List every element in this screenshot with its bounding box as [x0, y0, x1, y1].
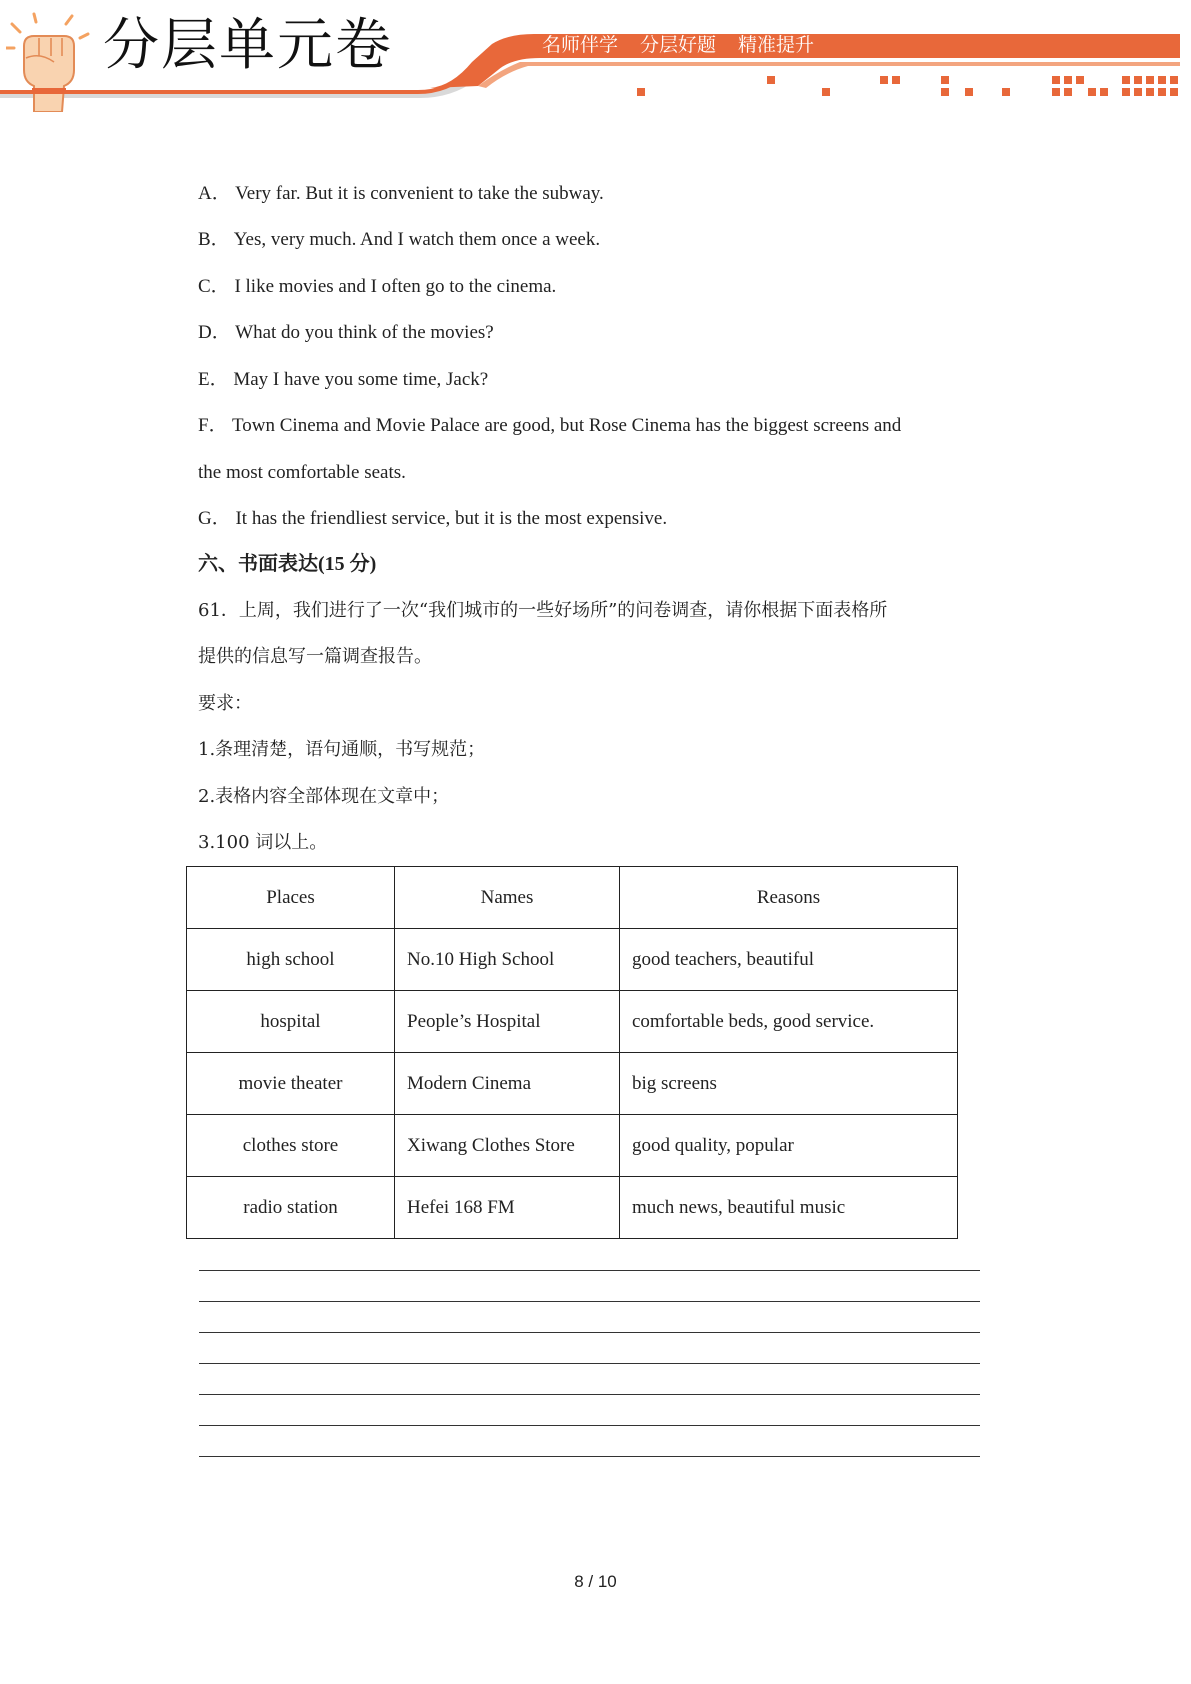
survey-table — [186, 866, 958, 1239]
answer-line[interactable] — [199, 1363, 980, 1364]
page-number: 8 / 10 — [574, 1572, 617, 1591]
name-cell: No.10 High School — [395, 929, 620, 991]
option-letter: D． — [198, 322, 231, 343]
option-letter: G． — [198, 508, 231, 529]
raised-fist-icon — [6, 12, 90, 112]
brand-title: 分层单元卷 — [103, 13, 393, 78]
option-letter: A． — [198, 183, 231, 204]
header-slogan — [542, 36, 814, 55]
requirement-item: 3.100 词以上。 — [198, 832, 328, 853]
option-text: Town Cinema and Movie Palace are good, but Rose Cinema has the biggest screens and — [232, 415, 902, 436]
option-b — [198, 230, 600, 249]
table-row — [187, 1053, 958, 1115]
table-row — [187, 929, 958, 991]
reason-cell: good quality, popular — [620, 1115, 958, 1177]
option-text: Yes, very much. And I watch them once a week. — [233, 229, 601, 250]
option-text: the most comfortable seats. — [198, 462, 406, 483]
column-header: Reasons — [620, 867, 958, 929]
option-text: Very far. But it is convenient to take the subway. — [235, 183, 604, 204]
prompt-line: 提供的信息写一篇调查报告。 — [198, 646, 432, 667]
slogan-item: 精准提升 — [738, 34, 815, 56]
slogan-item: 分层好题 — [640, 34, 717, 56]
answer-line[interactable] — [199, 1332, 980, 1333]
option-f-continued — [198, 463, 406, 482]
place-cell: clothes store — [187, 1115, 395, 1177]
table-header-row — [187, 867, 958, 929]
option-f — [198, 416, 901, 435]
option-letter: C． — [198, 276, 230, 297]
table-row — [187, 1115, 958, 1177]
option-text: What do you think of the movies? — [235, 322, 494, 343]
table-row — [187, 991, 958, 1053]
place-cell: high school — [187, 929, 395, 991]
name-cell: Modern Cinema — [395, 1053, 620, 1115]
option-text: It has the friendliest service, but it is the most expensive. — [235, 508, 668, 529]
answer-line[interactable] — [199, 1456, 980, 1457]
column-header: Names — [395, 867, 620, 929]
requirement-item: 2.表格内容全部体现在文章中； — [198, 786, 450, 807]
name-cell: Xiwang Clothes Store — [395, 1115, 620, 1177]
option-a — [198, 184, 604, 203]
column-header: Places — [187, 867, 395, 929]
option-letter: F． — [198, 415, 228, 436]
answer-line[interactable] — [199, 1270, 980, 1271]
name-cell: Hefei 168 FM — [395, 1177, 620, 1239]
reason-cell: comfortable beds, good service. — [620, 991, 958, 1053]
option-c — [198, 277, 556, 296]
requirement-item: 1.条理清楚，语句通顺，书写规范； — [198, 739, 486, 760]
place-cell: movie theater — [187, 1053, 395, 1115]
place-cell: radio station — [187, 1177, 395, 1239]
option-text: I like movies and I often go to the cinema. — [234, 276, 557, 297]
option-letter: E． — [198, 369, 229, 390]
reason-cell: big screens — [620, 1053, 958, 1115]
option-d — [198, 323, 494, 342]
option-e — [198, 370, 488, 389]
name-cell: People’s Hospital — [395, 991, 620, 1053]
answer-line[interactable] — [199, 1394, 980, 1395]
option-text: May I have you some time, Jack? — [233, 369, 489, 390]
prompt-line: 61．上周，我们进行了一次“我们城市的一些好场所”的问卷调查，请你根据下面表格所 — [198, 600, 888, 621]
option-letter: B． — [198, 229, 230, 250]
table-row — [187, 1177, 958, 1239]
place-cell: hospital — [187, 991, 395, 1053]
answer-line[interactable] — [199, 1425, 980, 1426]
option-g — [198, 509, 667, 528]
requirements-label: 要求： — [198, 693, 252, 714]
reason-cell: good teachers, beautiful — [620, 929, 958, 991]
page-header — [0, 0, 1191, 120]
slogan-item: 名师伴学 — [542, 34, 619, 56]
answer-line[interactable] — [199, 1301, 980, 1302]
section-heading: 六、书面表达(15 分) — [198, 553, 377, 575]
reason-cell: much news, beautiful music — [620, 1177, 958, 1239]
